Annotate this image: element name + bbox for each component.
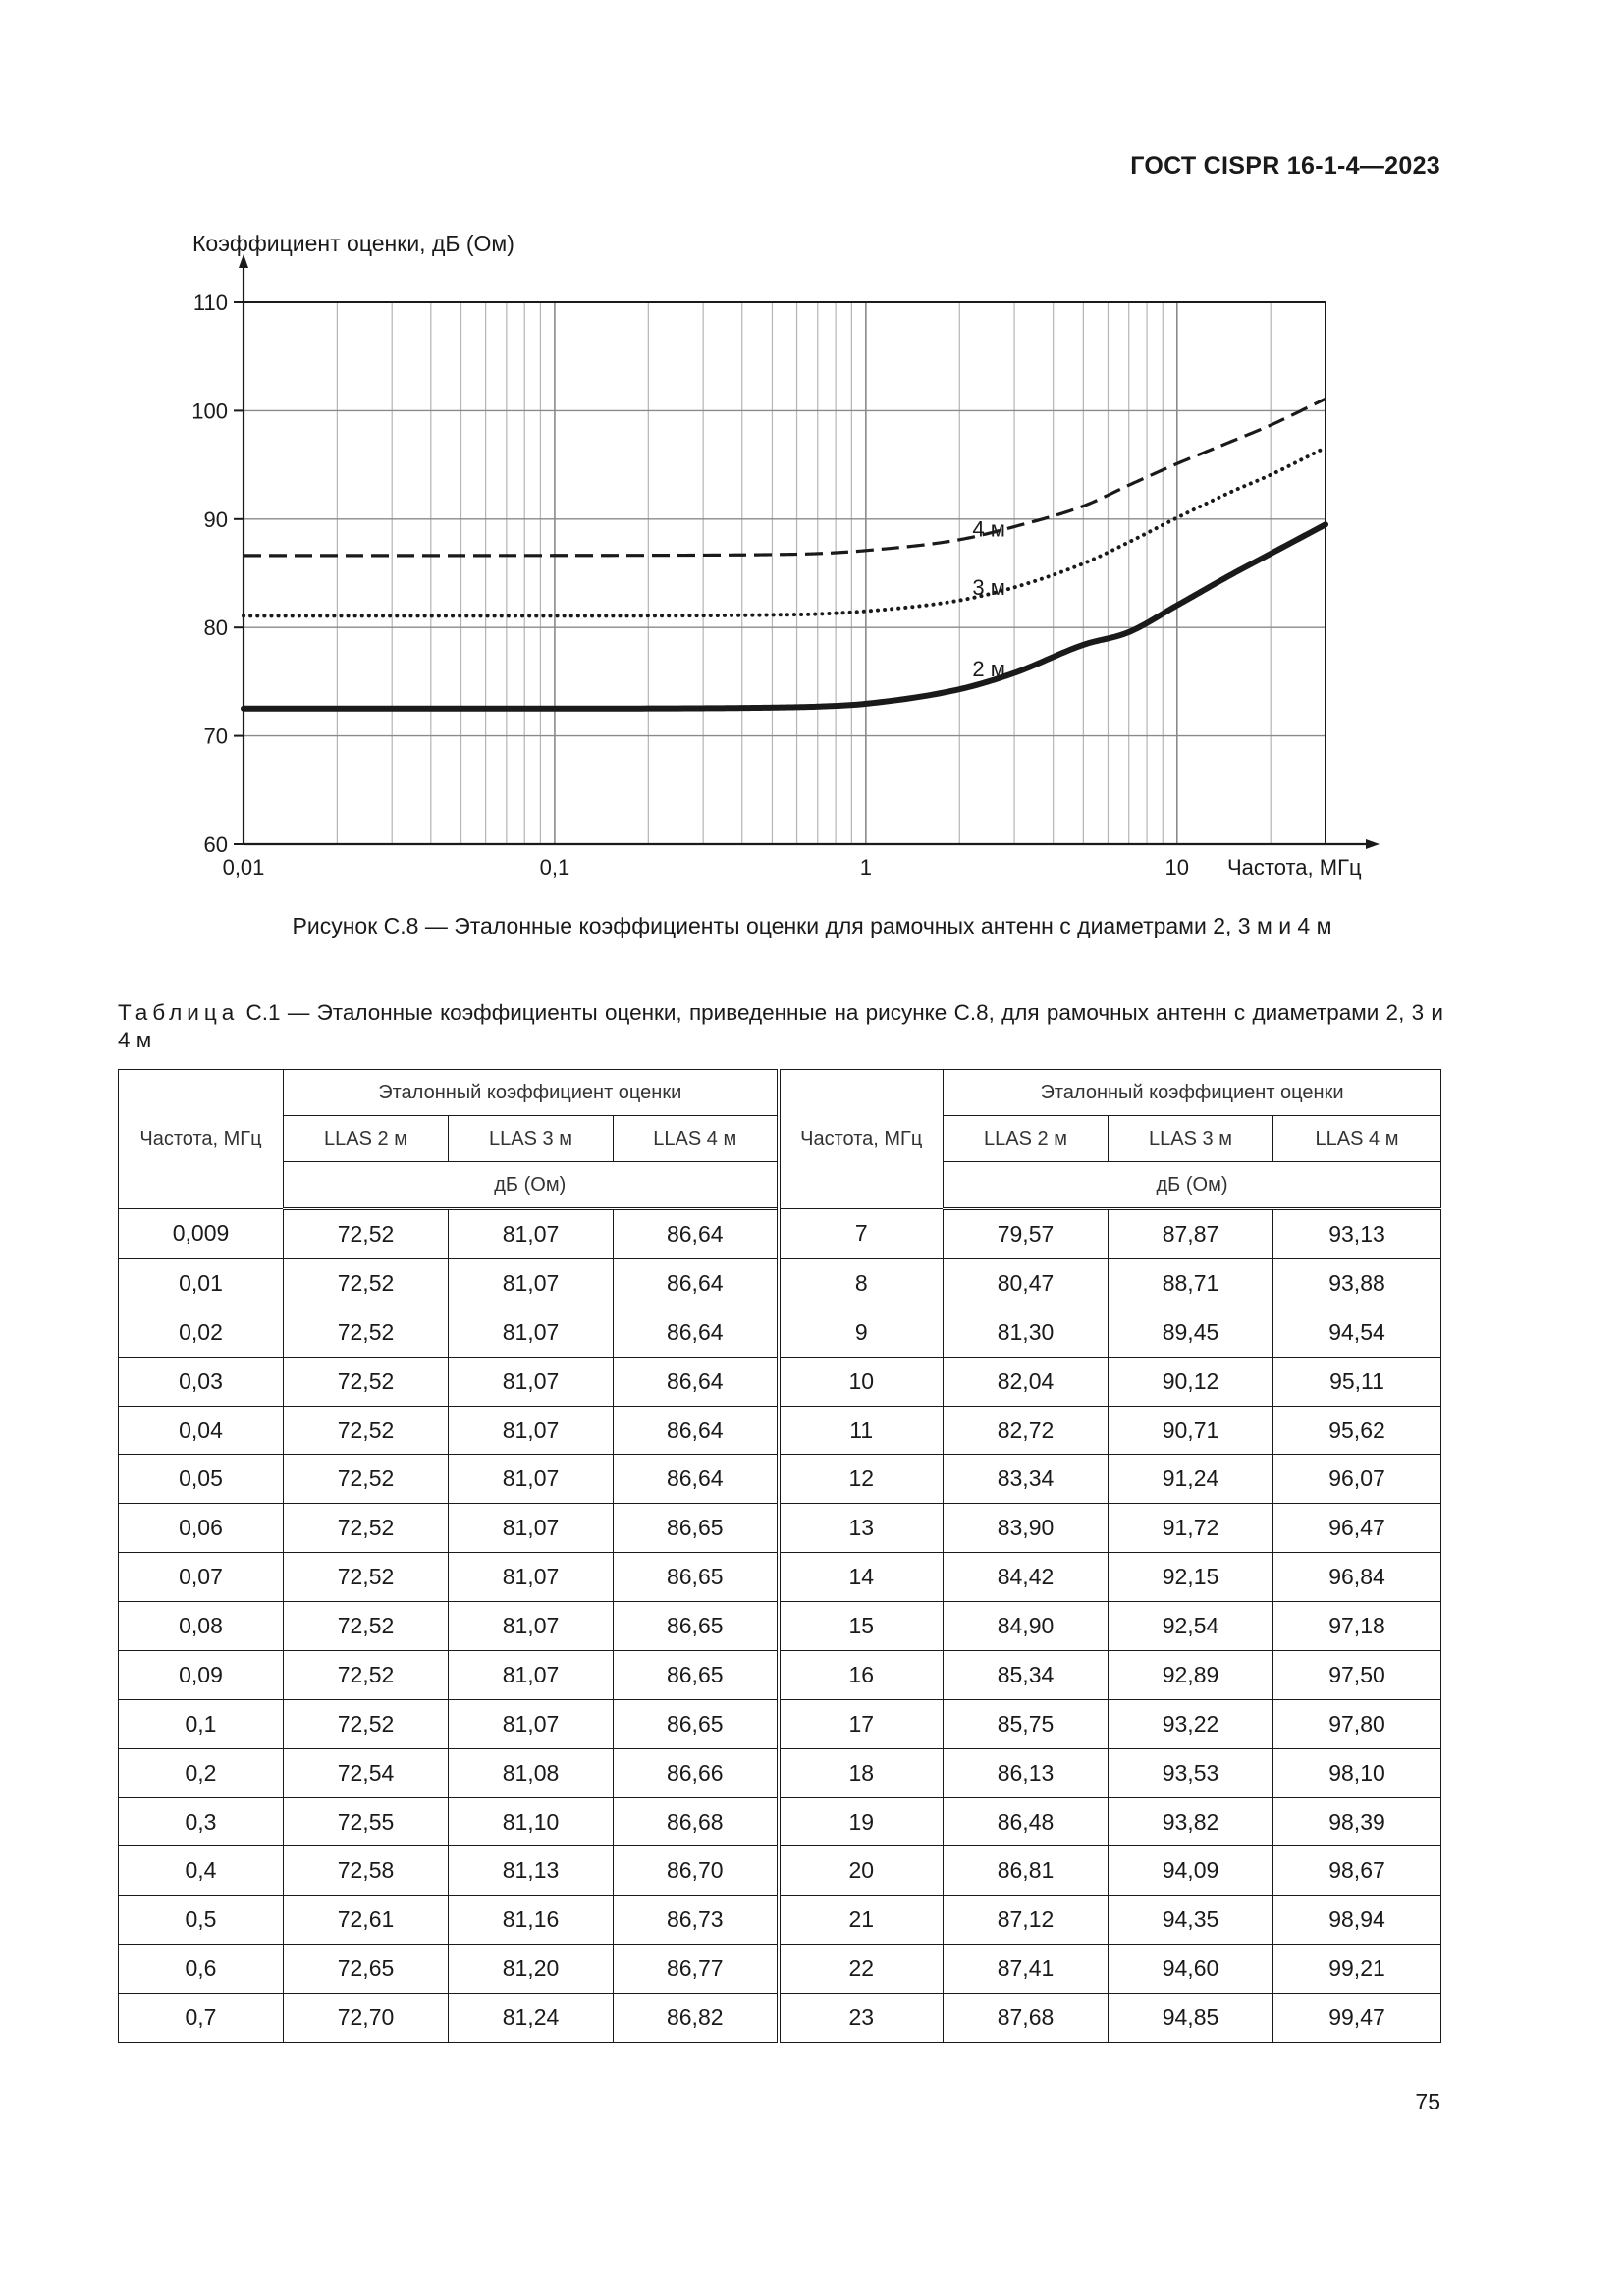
table-row bbox=[119, 1504, 1441, 1553]
left-llas2-cell: 72,52 bbox=[284, 1258, 449, 1308]
table-row bbox=[119, 1846, 1441, 1896]
left-llas4-cell: 86,65 bbox=[614, 1602, 779, 1651]
table-row bbox=[119, 1896, 1441, 1945]
chart-axes bbox=[234, 261, 1373, 844]
left-llas2-cell: 72,52 bbox=[284, 1699, 449, 1748]
left-llas3-cell: 81,07 bbox=[449, 1602, 614, 1651]
left-freq-cell: 0,04 bbox=[119, 1406, 284, 1455]
left-llas4-cell: 86,64 bbox=[614, 1308, 779, 1357]
left-freq-cell: 0,4 bbox=[119, 1846, 284, 1896]
table-row bbox=[119, 1455, 1441, 1504]
left-llas3-cell: 81,16 bbox=[449, 1896, 614, 1945]
col-llas3-right: LLAS 3 м bbox=[1109, 1116, 1273, 1162]
left-freq-cell: 0,3 bbox=[119, 1797, 284, 1846]
y-tick-label: 60 bbox=[203, 832, 228, 857]
left-freq-cell: 0,09 bbox=[119, 1650, 284, 1699]
right-llas4-cell: 98,94 bbox=[1273, 1896, 1441, 1945]
left-llas4-cell: 86,82 bbox=[614, 1994, 779, 2043]
right-freq-cell: 22 bbox=[779, 1945, 944, 1994]
left-freq-cell: 0,07 bbox=[119, 1553, 284, 1602]
right-freq-cell: 7 bbox=[779, 1209, 944, 1259]
left-llas2-cell: 72,54 bbox=[284, 1748, 449, 1797]
x-tick-label: 0,01 bbox=[222, 855, 265, 880]
left-llas3-cell: 81,20 bbox=[449, 1945, 614, 1994]
table-title-text: С.1 — Эталонные коэффициенты оценки, приведенные на рисунке С.8, для рамочных антенн с диаметрами 2, 3 и 4 м bbox=[118, 1000, 1443, 1052]
right-llas2-cell: 85,34 bbox=[944, 1650, 1109, 1699]
left-llas2-cell: 72,52 bbox=[284, 1455, 449, 1504]
right-freq-cell: 10 bbox=[779, 1357, 944, 1406]
left-llas4-cell: 86,64 bbox=[614, 1406, 779, 1455]
table-row bbox=[119, 1650, 1441, 1699]
right-llas4-cell: 97,50 bbox=[1273, 1650, 1441, 1699]
x-tick-label: 1 bbox=[859, 855, 872, 880]
right-llas4-cell: 97,18 bbox=[1273, 1602, 1441, 1651]
right-llas4-cell: 98,67 bbox=[1273, 1846, 1441, 1896]
right-llas3-cell: 94,35 bbox=[1109, 1896, 1273, 1945]
table-row bbox=[119, 1308, 1441, 1357]
right-llas4-cell: 94,54 bbox=[1273, 1308, 1441, 1357]
table-row bbox=[119, 1699, 1441, 1748]
left-llas2-cell: 72,52 bbox=[284, 1650, 449, 1699]
x-tick-label: 10 bbox=[1164, 855, 1190, 880]
left-freq-cell: 0,1 bbox=[119, 1699, 284, 1748]
left-llas2-cell: 72,52 bbox=[284, 1209, 449, 1259]
left-freq-cell: 0,06 bbox=[119, 1504, 284, 1553]
right-freq-cell: 21 bbox=[779, 1896, 944, 1945]
table-row bbox=[119, 1602, 1441, 1651]
right-llas4-cell: 98,10 bbox=[1273, 1748, 1441, 1797]
unit-header-left: дБ (Ом) bbox=[284, 1162, 779, 1209]
right-llas2-cell: 82,04 bbox=[944, 1357, 1109, 1406]
right-llas2-cell: 86,81 bbox=[944, 1846, 1109, 1896]
left-llas3-cell: 81,07 bbox=[449, 1650, 614, 1699]
freq-header-left: Частота, МГц bbox=[119, 1070, 284, 1209]
left-llas2-cell: 72,65 bbox=[284, 1945, 449, 1994]
left-llas3-cell: 81,08 bbox=[449, 1748, 614, 1797]
right-freq-cell: 16 bbox=[779, 1650, 944, 1699]
right-freq-cell: 19 bbox=[779, 1797, 944, 1846]
right-llas4-cell: 96,47 bbox=[1273, 1504, 1441, 1553]
document-code: ГОСТ CISPR 16-1-4—2023 bbox=[1130, 152, 1440, 180]
table-body bbox=[119, 1209, 1441, 2043]
left-llas4-cell: 86,64 bbox=[614, 1357, 779, 1406]
left-llas4-cell: 86,77 bbox=[614, 1945, 779, 1994]
right-llas3-cell: 90,12 bbox=[1109, 1357, 1273, 1406]
right-freq-cell: 20 bbox=[779, 1846, 944, 1896]
y-tick-label: 90 bbox=[203, 507, 228, 532]
left-freq-cell: 0,5 bbox=[119, 1896, 284, 1945]
right-llas2-cell: 79,57 bbox=[944, 1209, 1109, 1259]
table-title-lead: Таблица bbox=[118, 1000, 240, 1025]
left-llas2-cell: 72,52 bbox=[284, 1357, 449, 1406]
x-axis-title: Частота, МГц bbox=[1227, 855, 1362, 880]
left-freq-cell: 0,03 bbox=[119, 1357, 284, 1406]
right-llas4-cell: 99,47 bbox=[1273, 1994, 1441, 2043]
reference-factors-table bbox=[118, 1069, 1441, 2043]
right-llas3-cell: 92,54 bbox=[1109, 1602, 1273, 1651]
right-llas3-cell: 87,87 bbox=[1109, 1209, 1273, 1259]
left-llas4-cell: 86,65 bbox=[614, 1650, 779, 1699]
right-llas2-cell: 80,47 bbox=[944, 1258, 1109, 1308]
left-freq-cell: 0,01 bbox=[119, 1258, 284, 1308]
left-llas4-cell: 86,68 bbox=[614, 1797, 779, 1846]
right-freq-cell: 11 bbox=[779, 1406, 944, 1455]
table-row bbox=[119, 1945, 1441, 1994]
right-llas3-cell: 94,09 bbox=[1109, 1846, 1273, 1896]
right-llas2-cell: 87,41 bbox=[944, 1945, 1109, 1994]
right-freq-cell: 15 bbox=[779, 1602, 944, 1651]
right-llas2-cell: 84,90 bbox=[944, 1602, 1109, 1651]
table-title bbox=[118, 999, 1443, 1054]
right-llas3-cell: 91,72 bbox=[1109, 1504, 1273, 1553]
right-freq-cell: 18 bbox=[779, 1748, 944, 1797]
left-freq-cell: 0,7 bbox=[119, 1994, 284, 2043]
y-axis-title: Коэффициент оценки, дБ (Ом) bbox=[192, 231, 514, 256]
left-llas4-cell: 86,66 bbox=[614, 1748, 779, 1797]
series-label: 2 м bbox=[972, 656, 1005, 681]
right-llas4-cell: 99,21 bbox=[1273, 1945, 1441, 1994]
table-row bbox=[119, 1357, 1441, 1406]
unit-header-right: дБ (Ом) bbox=[944, 1162, 1441, 1209]
right-llas2-cell: 84,42 bbox=[944, 1553, 1109, 1602]
right-llas2-cell: 83,34 bbox=[944, 1455, 1109, 1504]
left-llas2-cell: 72,52 bbox=[284, 1406, 449, 1455]
left-llas3-cell: 81,07 bbox=[449, 1357, 614, 1406]
right-llas3-cell: 93,22 bbox=[1109, 1699, 1273, 1748]
right-llas3-cell: 88,71 bbox=[1109, 1258, 1273, 1308]
left-llas2-cell: 72,52 bbox=[284, 1504, 449, 1553]
frequency-chart bbox=[0, 0, 1624, 903]
left-freq-cell: 0,05 bbox=[119, 1455, 284, 1504]
figure-caption: Рисунок С.8 — Эталонные коэффициенты оценки для рамочных антенн с диаметрами 2, 3 м и 4 м bbox=[292, 913, 1332, 938]
col-llas4-right: LLAS 4 м bbox=[1273, 1116, 1441, 1162]
left-llas4-cell: 86,65 bbox=[614, 1699, 779, 1748]
right-freq-cell: 8 bbox=[779, 1258, 944, 1308]
right-llas3-cell: 91,24 bbox=[1109, 1455, 1273, 1504]
left-llas4-cell: 86,64 bbox=[614, 1455, 779, 1504]
page-number: 75 bbox=[1415, 2089, 1440, 2114]
right-llas2-cell: 87,68 bbox=[944, 1994, 1109, 2043]
y-tick-label: 100 bbox=[191, 399, 228, 424]
left-llas4-cell: 86,65 bbox=[614, 1504, 779, 1553]
right-llas2-cell: 82,72 bbox=[944, 1406, 1109, 1455]
y-tick-label: 110 bbox=[192, 291, 228, 315]
y-tick-label: 80 bbox=[203, 615, 228, 641]
right-llas2-cell: 87,12 bbox=[944, 1896, 1109, 1945]
left-freq-cell: 0,6 bbox=[119, 1945, 284, 1994]
y-tick-label: 70 bbox=[203, 723, 228, 749]
left-llas3-cell: 81,10 bbox=[449, 1797, 614, 1846]
table-row bbox=[119, 1748, 1441, 1797]
right-llas2-cell: 86,13 bbox=[944, 1748, 1109, 1797]
left-llas2-cell: 72,58 bbox=[284, 1846, 449, 1896]
left-freq-cell: 0,02 bbox=[119, 1308, 284, 1357]
table-row bbox=[119, 1553, 1441, 1602]
col-llas4-left: LLAS 4 м bbox=[614, 1116, 779, 1162]
right-llas2-cell: 83,90 bbox=[944, 1504, 1109, 1553]
table-row bbox=[119, 1209, 1441, 1259]
right-llas3-cell: 93,53 bbox=[1109, 1748, 1273, 1797]
table-row bbox=[119, 1258, 1441, 1308]
right-llas4-cell: 96,07 bbox=[1273, 1455, 1441, 1504]
col-llas3-left: LLAS 3 м bbox=[449, 1116, 614, 1162]
col-llas2-right: LLAS 2 м bbox=[944, 1116, 1109, 1162]
right-freq-cell: 14 bbox=[779, 1553, 944, 1602]
right-llas4-cell: 93,13 bbox=[1273, 1209, 1441, 1259]
chart-grid bbox=[244, 302, 1326, 844]
left-freq-cell: 0,2 bbox=[119, 1748, 284, 1797]
reference-table-wrapper bbox=[118, 1069, 1440, 2043]
right-llas4-cell: 97,80 bbox=[1273, 1699, 1441, 1748]
right-llas4-cell: 98,39 bbox=[1273, 1797, 1441, 1846]
left-llas3-cell: 81,07 bbox=[449, 1258, 614, 1308]
right-llas3-cell: 89,45 bbox=[1109, 1308, 1273, 1357]
group-header-left: Эталонный коэффициент оценки bbox=[284, 1070, 779, 1116]
left-llas4-cell: 86,64 bbox=[614, 1209, 779, 1259]
right-freq-cell: 9 bbox=[779, 1308, 944, 1357]
left-llas3-cell: 81,07 bbox=[449, 1308, 614, 1357]
left-llas2-cell: 72,52 bbox=[284, 1553, 449, 1602]
left-llas3-cell: 81,07 bbox=[449, 1699, 614, 1748]
left-llas4-cell: 86,70 bbox=[614, 1846, 779, 1896]
freq-header-right: Частота, МГц bbox=[779, 1070, 944, 1209]
right-llas2-cell: 86,48 bbox=[944, 1797, 1109, 1846]
right-freq-cell: 17 bbox=[779, 1699, 944, 1748]
right-freq-cell: 12 bbox=[779, 1455, 944, 1504]
left-llas3-cell: 81,24 bbox=[449, 1994, 614, 2043]
x-tick-label: 0,1 bbox=[539, 855, 570, 880]
table-row bbox=[119, 1797, 1441, 1846]
left-llas2-cell: 72,61 bbox=[284, 1896, 449, 1945]
left-llas2-cell: 72,52 bbox=[284, 1602, 449, 1651]
right-llas3-cell: 92,89 bbox=[1109, 1650, 1273, 1699]
col-llas2-left: LLAS 2 м bbox=[284, 1116, 449, 1162]
left-llas3-cell: 81,07 bbox=[449, 1455, 614, 1504]
right-llas4-cell: 95,62 bbox=[1273, 1406, 1441, 1455]
left-llas2-cell: 72,55 bbox=[284, 1797, 449, 1846]
right-llas3-cell: 94,85 bbox=[1109, 1994, 1273, 2043]
right-llas2-cell: 81,30 bbox=[944, 1308, 1109, 1357]
left-llas4-cell: 86,73 bbox=[614, 1896, 779, 1945]
series-label: 3 м bbox=[972, 575, 1005, 601]
right-llas3-cell: 94,60 bbox=[1109, 1945, 1273, 1994]
table-row bbox=[119, 1406, 1441, 1455]
left-freq-cell: 0,009 bbox=[119, 1209, 284, 1259]
left-llas3-cell: 81,07 bbox=[449, 1406, 614, 1455]
left-llas4-cell: 86,65 bbox=[614, 1553, 779, 1602]
right-llas3-cell: 93,82 bbox=[1109, 1797, 1273, 1846]
left-llas3-cell: 81,13 bbox=[449, 1846, 614, 1896]
right-llas3-cell: 92,15 bbox=[1109, 1553, 1273, 1602]
table-row bbox=[119, 1994, 1441, 2043]
right-llas3-cell: 90,71 bbox=[1109, 1406, 1273, 1455]
right-llas2-cell: 85,75 bbox=[944, 1699, 1109, 1748]
right-llas4-cell: 93,88 bbox=[1273, 1258, 1441, 1308]
left-llas2-cell: 72,52 bbox=[284, 1308, 449, 1357]
right-llas4-cell: 96,84 bbox=[1273, 1553, 1441, 1602]
left-llas3-cell: 81,07 bbox=[449, 1504, 614, 1553]
chart-labels bbox=[191, 231, 1362, 880]
right-freq-cell: 13 bbox=[779, 1504, 944, 1553]
series-label: 4 м bbox=[972, 516, 1005, 542]
left-llas3-cell: 81,07 bbox=[449, 1209, 614, 1259]
right-freq-cell: 23 bbox=[779, 1994, 944, 2043]
group-header-right: Эталонный коэффициент оценки bbox=[944, 1070, 1441, 1116]
right-llas4-cell: 95,11 bbox=[1273, 1357, 1441, 1406]
left-llas2-cell: 72,70 bbox=[284, 1994, 449, 2043]
left-llas4-cell: 86,64 bbox=[614, 1258, 779, 1308]
left-freq-cell: 0,08 bbox=[119, 1602, 284, 1651]
left-llas3-cell: 81,07 bbox=[449, 1553, 614, 1602]
